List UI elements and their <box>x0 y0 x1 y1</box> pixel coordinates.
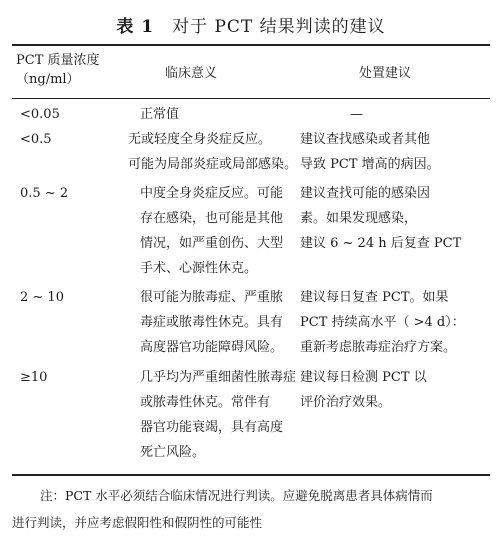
header-rule <box>12 98 490 99</box>
row-3-meaning-line: 很可能为脓毒症、严重脓 <box>140 290 284 305</box>
row-2-meaning-line: 手术、心源性休克。 <box>140 261 258 276</box>
row-2-meaning-line: 中度全身炎症反应。可能 <box>140 186 284 201</box>
row-3-pct: 2 ~ 10 <box>20 290 64 305</box>
row-1-meaning-line: 无或轻度全身炎症反应。 <box>128 132 272 147</box>
table-caption: 对于 PCT 结果判读的建议 <box>172 17 386 37</box>
header-pct <box>16 51 128 89</box>
row-0-pct: <0.05 <box>20 107 60 122</box>
header-action: 处置建议 <box>358 66 411 81</box>
row-4-action <box>300 365 485 415</box>
header-pct-line-1: PCT 质量浓度 <box>16 53 100 68</box>
bottom-rule <box>12 474 490 476</box>
row-1-pct: <0.5 <box>20 132 52 147</box>
row-1-action-line: 导致 PCT 增高的病因。 <box>300 157 440 172</box>
table-note <box>12 482 490 536</box>
row-3-action-line: 重新考虑脓毒症治疗方案。 <box>300 340 457 355</box>
top-rule <box>12 44 490 46</box>
row-3-action <box>300 285 485 360</box>
row-1-action <box>300 127 485 177</box>
note-line-1: 注：PCT 水平必须结合临床情况进行判读。应避免脱离患者具体病情而 <box>40 488 433 503</box>
row-3-meaning-line: 高度器官功能障碍风险。 <box>140 340 284 355</box>
row-1-meaning <box>128 127 298 177</box>
row-4-meaning <box>140 365 297 465</box>
header-pct-line-2: （ng/ml） <box>16 72 80 87</box>
row-2-action-line: 素。如果发现感染， <box>300 211 418 226</box>
row-0-action <box>300 102 485 127</box>
row-2-meaning-line: 情况，如严重创伤、大型 <box>140 236 284 251</box>
row-2-meaning-line: 存在感染，也可能是其他 <box>140 211 284 226</box>
row-1-action-line: 建议查找感染或者其他 <box>300 132 431 147</box>
row-2-action-line: 建议 6 ~ 24 h 后复查 PCT <box>300 236 462 251</box>
row-3-action-line: PCT 持续高水平（ >4 d）： <box>300 315 465 330</box>
row-0-meaning-line: 正常值 <box>140 107 180 122</box>
note-line-2: 进行判读，并应考虑假阳性和假阴性的可能性 <box>12 515 263 530</box>
row-1-meaning-line: 可能为局部炎症或局部感染。 <box>128 157 298 172</box>
header-meaning: 临床意义 <box>164 66 217 81</box>
table-title <box>0 12 502 37</box>
row-4-action-line: 评价治疗效果。 <box>300 395 392 410</box>
row-4-action-line: 建议每日检测 PCT 以 <box>300 370 427 385</box>
row-2-pct: 0.5 ~ 2 <box>20 186 69 201</box>
row-4-meaning-line: 死亡风险。 <box>140 445 206 460</box>
row-0-meaning <box>140 102 290 127</box>
table-number: 表 1 <box>116 17 155 37</box>
row-2-meaning <box>140 181 290 281</box>
row-4-meaning-line: 器官功能衰竭，具有高度 <box>140 420 284 435</box>
row-0-action-line: — <box>350 107 363 122</box>
row-4-pct: ≥10 <box>20 370 48 385</box>
row-2-action <box>300 181 485 256</box>
row-4-meaning-line: 或脓毒性休克。常伴有 <box>140 395 271 410</box>
row-3-meaning <box>140 285 290 360</box>
row-3-meaning-line: 毒症或脓毒性休克。具有 <box>140 315 284 330</box>
row-2-action-line: 建议查找可能的感染因 <box>300 186 431 201</box>
row-3-action-line: 建议每日复查 PCT。如果 <box>300 290 449 305</box>
row-4-meaning-line: 几乎均为严重细菌性脓毒症 <box>140 370 297 385</box>
